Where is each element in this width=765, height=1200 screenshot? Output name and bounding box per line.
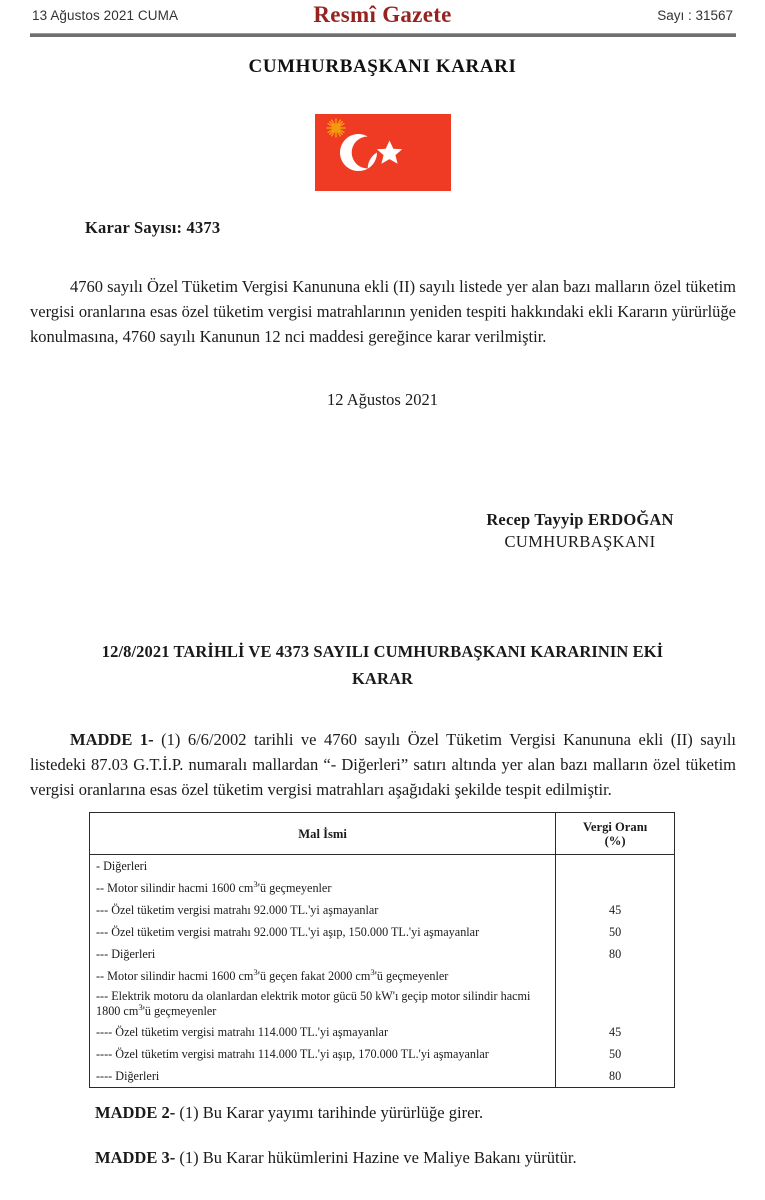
- decree-intro-text: 4760 sayılı Özel Tüketim Vergisi Kanununa ekli (II) sayılı listede yer alan bazı malların özel tüketim vergisi oranlarına esas özel tüketim vergisi matrahlarının yeniden tespiti hakkındaki ekli Kararın yürürlüğe konulmasına, 4760 sayılı Kanunun 12 nci maddesi gereğince karar verilmiştir.: [30, 276, 736, 346]
- turkish-flag-icon: [315, 114, 451, 191]
- table-row: [90, 855, 675, 878]
- cell-tax-rate: 50: [556, 921, 675, 943]
- cell-goods-name: -- Motor silindir hacmi 1600 $cm^3'ü$ geçen fakat 2000 $cm^3'ü$ geçmeyenler: [96, 966, 449, 983]
- column-header-goods-name: Mal İsmi: [90, 813, 556, 855]
- cell-tax-rate: 50: [556, 1043, 675, 1065]
- decree-intro-paragraph: [30, 274, 736, 349]
- cell-goods-name: -- Motor silindir hacmi 1600 $cm^3'ü$ geçmeyenler: [96, 878, 332, 895]
- cell-tax-rate: 45: [556, 1021, 675, 1043]
- cell-goods-name: --- Özel tüketim vergisi matrahı 92.000 TL.'yi aşmayanlar: [96, 902, 379, 917]
- page-title: CUMHURBAŞKANI KARARI: [248, 56, 517, 77]
- cell-tax-rate: 80: [556, 943, 675, 965]
- table-head: [90, 813, 675, 855]
- table-row: [90, 965, 675, 987]
- cell-tax-rate: 80: [556, 1065, 675, 1088]
- page-masthead: [0, 0, 765, 34]
- gazette-title: Resmî Gazete: [313, 2, 452, 27]
- cell-goods-name: --- Elektrik motoru da olanlardan elektrik motor gücü 50 kW'ı geçip motor silindir hacmi 1800 $cm^3'ü$ geçmeyenler: [96, 989, 531, 1018]
- annex-heading: [60, 638, 705, 692]
- table-row: [90, 877, 675, 899]
- masthead-divider: [30, 33, 736, 37]
- signatory-role: CUMHURBAŞKANI: [504, 532, 656, 551]
- tax-rate-table: [89, 812, 675, 1088]
- article-3-label: MADDE 3-: [95, 1148, 176, 1167]
- article-1-paragraph: [30, 727, 736, 802]
- article-1-text: (1) 6/6/2002 tarihli ve 4760 sayılı Özel Tüketim Vergisi Kanununa ekli (II) sayılı listedeki 87.03 G.T.İ.P. numaralı mallardan “- Diğerleri” satırı altında yer alan bazı malların özel tüketim vergisi oranlarına esas özel tüketim vergisi matrahları aşağıdaki şekilde tespit edilmiştir.: [30, 729, 736, 799]
- cell-goods-name: --- Özel tüketim vergisi matrahı 92.000 TL.'yi aşıp, 150.000 TL.'yi aşmayanlar: [96, 924, 480, 939]
- cell-tax-rate: [556, 987, 675, 1021]
- cell-tax-rate: [556, 877, 675, 899]
- article-3-line: [95, 1148, 577, 1168]
- decree-number: Karar Sayısı: 4373: [85, 218, 221, 237]
- table-header-row: [90, 813, 675, 855]
- table-row: [90, 987, 675, 1021]
- table-body: [90, 855, 675, 1088]
- table-row: [90, 943, 675, 965]
- column-header-tax-rate: [556, 813, 675, 855]
- signature-block: [440, 510, 720, 552]
- cell-goods-name: ---- Özel tüketim vergisi matrahı 114.000 TL.'yi aşıp, 170.000 TL.'yi aşmayanlar: [96, 1046, 489, 1061]
- table-row: [90, 1065, 675, 1088]
- flag-container: [0, 114, 765, 191]
- table-row: [90, 921, 675, 943]
- cell-tax-rate: 45: [556, 899, 675, 921]
- cell-goods-name: ---- Özel tüketim vergisi matrahı 114.000 TL.'yi aşmayanlar: [96, 1024, 389, 1039]
- cell-tax-rate: [556, 855, 675, 878]
- article-1-label: MADDE 1-: [70, 729, 154, 749]
- annex-heading-line1: 12/8/2021 TARİHLİ VE 4373 SAYILI CUMHURBAŞKANI KARARININ EKİ: [101, 642, 664, 661]
- cell-goods-name: ---- Diğerleri: [96, 1068, 160, 1083]
- table-row: [90, 1043, 675, 1065]
- article-2-label: MADDE 2-: [95, 1103, 176, 1122]
- annex-heading-line2: KARAR: [352, 669, 413, 688]
- column-header-tax-rate-line1: Vergi Oranı: [582, 819, 648, 834]
- cell-goods-name: - Diğerleri: [96, 858, 148, 873]
- column-header-tax-rate-line2: (%): [604, 833, 626, 848]
- gazette-date: 13 Ağustos 2021 CUMA: [32, 8, 179, 23]
- decree-date: 12 Ağustos 2021: [327, 390, 438, 409]
- cell-goods-name: --- Diğerleri: [96, 946, 156, 961]
- article-2-text: (1) Bu Karar yayımı tarihinde yürürlüğe girer.: [175, 1103, 484, 1122]
- signatory-name: Recep Tayyip ERDOĞAN: [486, 510, 674, 529]
- gazette-issue-number: Sayı : 31567: [657, 8, 733, 23]
- table-row: [90, 899, 675, 921]
- table-row: [90, 1021, 675, 1043]
- article-3-text: (1) Bu Karar hükümlerini Hazine ve Maliye Bakanı yürütür.: [175, 1148, 577, 1167]
- cell-tax-rate: [556, 965, 675, 987]
- article-2-line: [95, 1103, 483, 1123]
